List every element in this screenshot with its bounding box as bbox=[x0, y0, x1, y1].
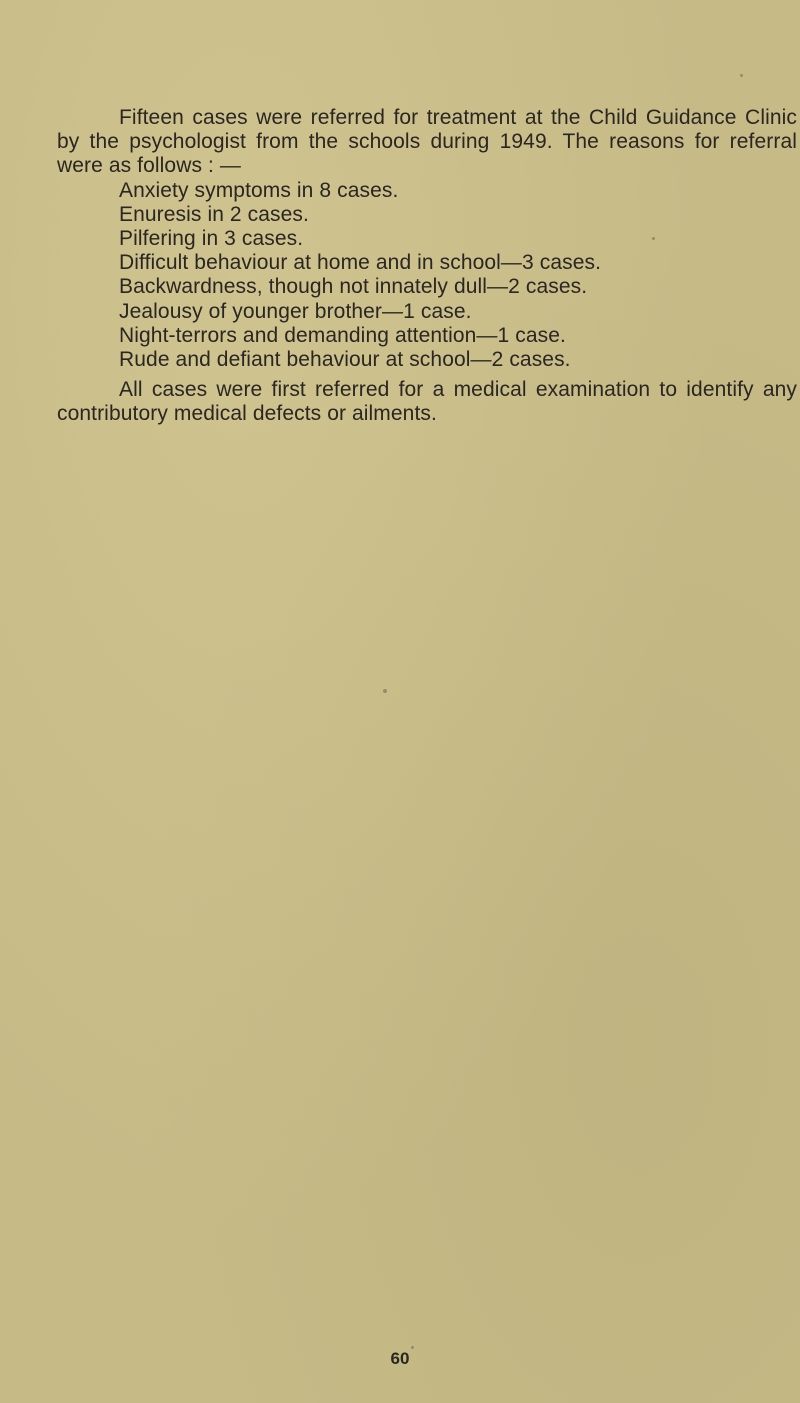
list-item: Rude and defiant behaviour at school—2 cases. bbox=[119, 348, 571, 372]
page-number: 60 bbox=[390, 1349, 410, 1368]
referral-reasons-list bbox=[57, 179, 797, 373]
list-item: Backwardness, though not innately dull—2 cases. bbox=[119, 275, 588, 299]
intro-paragraph: Fifteen cases were referred for treatment at the Child Guidance Clinic by the psychologist from the schools during 1949. The reasons for referral were as follows : — bbox=[57, 106, 797, 178]
paper-speck bbox=[383, 689, 387, 693]
list-item: Anxiety symptoms in 8 cases. bbox=[119, 178, 399, 202]
closing-paragraph: All cases were first referred for a medical examination to identify any contributory medical defects or ailments. bbox=[57, 378, 797, 426]
list-item: Pilfering in 3 cases. bbox=[119, 227, 304, 251]
paper-speck bbox=[740, 74, 743, 77]
list-item: Night-terrors and demanding attention—1 case. bbox=[119, 323, 566, 347]
list-item: Enuresis in 2 cases. bbox=[119, 202, 309, 226]
text-block bbox=[57, 106, 797, 427]
list-item: Jealousy of younger brother—1 case. bbox=[119, 299, 472, 323]
list-item: Difficult behaviour at home and in school—3 cases. bbox=[119, 251, 602, 275]
paper-speck bbox=[652, 237, 655, 240]
